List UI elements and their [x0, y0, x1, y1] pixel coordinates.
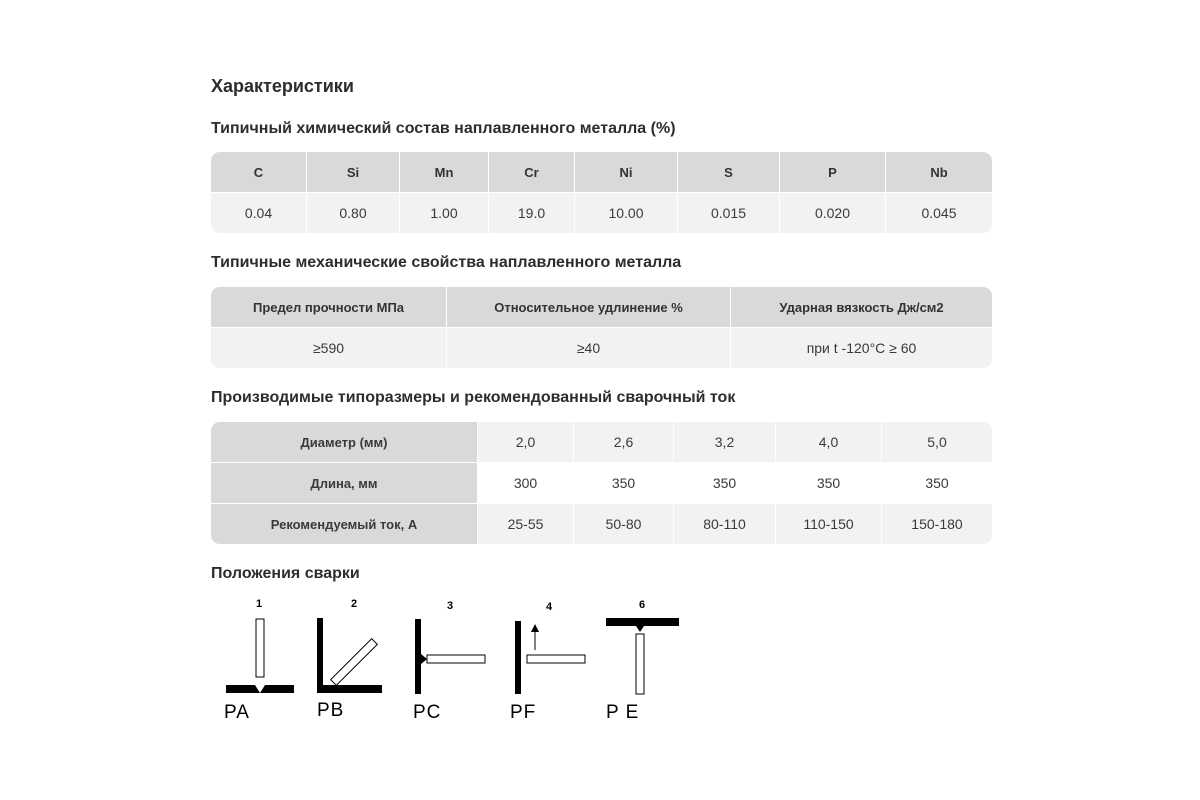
- table-cell: 5,0: [881, 422, 992, 462]
- table-cell: 10.00: [574, 193, 677, 233]
- table-cell: ≥590: [211, 328, 446, 368]
- welding-positions-figure: [211, 590, 691, 730]
- table-header-cell: Ударная вязкость Дж/см2: [730, 287, 992, 327]
- table-cell: 0.80: [306, 193, 399, 233]
- table-cell: 0.045: [885, 193, 992, 233]
- chemistry-header-row: [211, 152, 992, 192]
- position-pb-icon: [317, 618, 382, 693]
- table-cell: 1.00: [399, 193, 488, 233]
- table-header-cell: Cr: [488, 152, 574, 192]
- table-header-cell: Nb: [885, 152, 992, 192]
- position-label: PC: [413, 702, 442, 723]
- sizes-title: Производимые типоразмеры и рекомендованный сварочный ток: [211, 389, 736, 406]
- position-number: 1: [256, 598, 263, 610]
- position-pf-icon: [515, 621, 585, 694]
- position-label: PB: [317, 700, 345, 721]
- table-row: [211, 503, 992, 544]
- table-cell: 350: [775, 463, 881, 503]
- mechanical-header-row: [211, 287, 992, 327]
- table-cell: 350: [573, 463, 673, 503]
- table-cell: 2,6: [573, 422, 673, 462]
- table-cell: 2,0: [477, 422, 573, 462]
- table-header-cell: Относительное удлинение %: [446, 287, 730, 327]
- table-cell: 0.020: [779, 193, 885, 233]
- sizes-table: [211, 422, 992, 544]
- table-header-cell: Si: [306, 152, 399, 192]
- table-cell: ≥40: [446, 328, 730, 368]
- chemistry-title: Типичный химический состав наплавленного металла (%): [211, 120, 676, 137]
- page-title: Характеристики: [211, 76, 354, 96]
- mechanical-title: Типичные механические свойства наплавленного металла: [211, 254, 682, 271]
- position-label: P E: [606, 702, 640, 723]
- table-header-cell: Предел прочности МПа: [211, 287, 446, 327]
- position-label: PF: [510, 702, 537, 723]
- table-cell: 50-80: [573, 504, 673, 544]
- position-pa-icon: [226, 619, 294, 693]
- position-number: 3: [447, 600, 454, 612]
- table-cell: 150-180: [881, 504, 992, 544]
- position-label: PA: [224, 702, 250, 723]
- table-header-cell: Ni: [574, 152, 677, 192]
- table-cell: 110-150: [775, 504, 881, 544]
- table-cell: 350: [881, 463, 992, 503]
- welding-diagram-svg: [211, 590, 691, 700]
- mechanical-table: [211, 287, 992, 368]
- position-pe-icon: [606, 618, 679, 694]
- table-cell: при t -120°C ≥ 60: [730, 328, 992, 368]
- table-cell: 3,2: [673, 422, 775, 462]
- mechanical-value-row: [211, 327, 992, 368]
- table-cell: 80-110: [673, 504, 775, 544]
- chemistry-table: [211, 152, 992, 233]
- table-row: [211, 462, 992, 503]
- position-pc-icon: [415, 619, 485, 694]
- table-cell: 300: [477, 463, 573, 503]
- table-row: [211, 422, 992, 462]
- table-cell: 350: [673, 463, 775, 503]
- table-cell: 0.015: [677, 193, 779, 233]
- table-cell: 4,0: [775, 422, 881, 462]
- row-header-cell: Диаметр (мм): [211, 422, 477, 462]
- position-number: 2: [351, 598, 358, 610]
- table-cell: 19.0: [488, 193, 574, 233]
- table-header-cell: Mn: [399, 152, 488, 192]
- table-cell: 0.04: [211, 193, 306, 233]
- chemistry-value-row: [211, 192, 992, 233]
- position-number: 4: [546, 601, 553, 613]
- table-header-cell: P: [779, 152, 885, 192]
- row-header-cell: Рекомендуемый ток, А: [211, 504, 477, 544]
- row-header-cell: Длина, мм: [211, 463, 477, 503]
- position-number: 6: [639, 599, 646, 611]
- positions-title: Положения сварки: [211, 565, 360, 582]
- table-header-cell: C: [211, 152, 306, 192]
- table-cell: 25-55: [477, 504, 573, 544]
- table-header-cell: S: [677, 152, 779, 192]
